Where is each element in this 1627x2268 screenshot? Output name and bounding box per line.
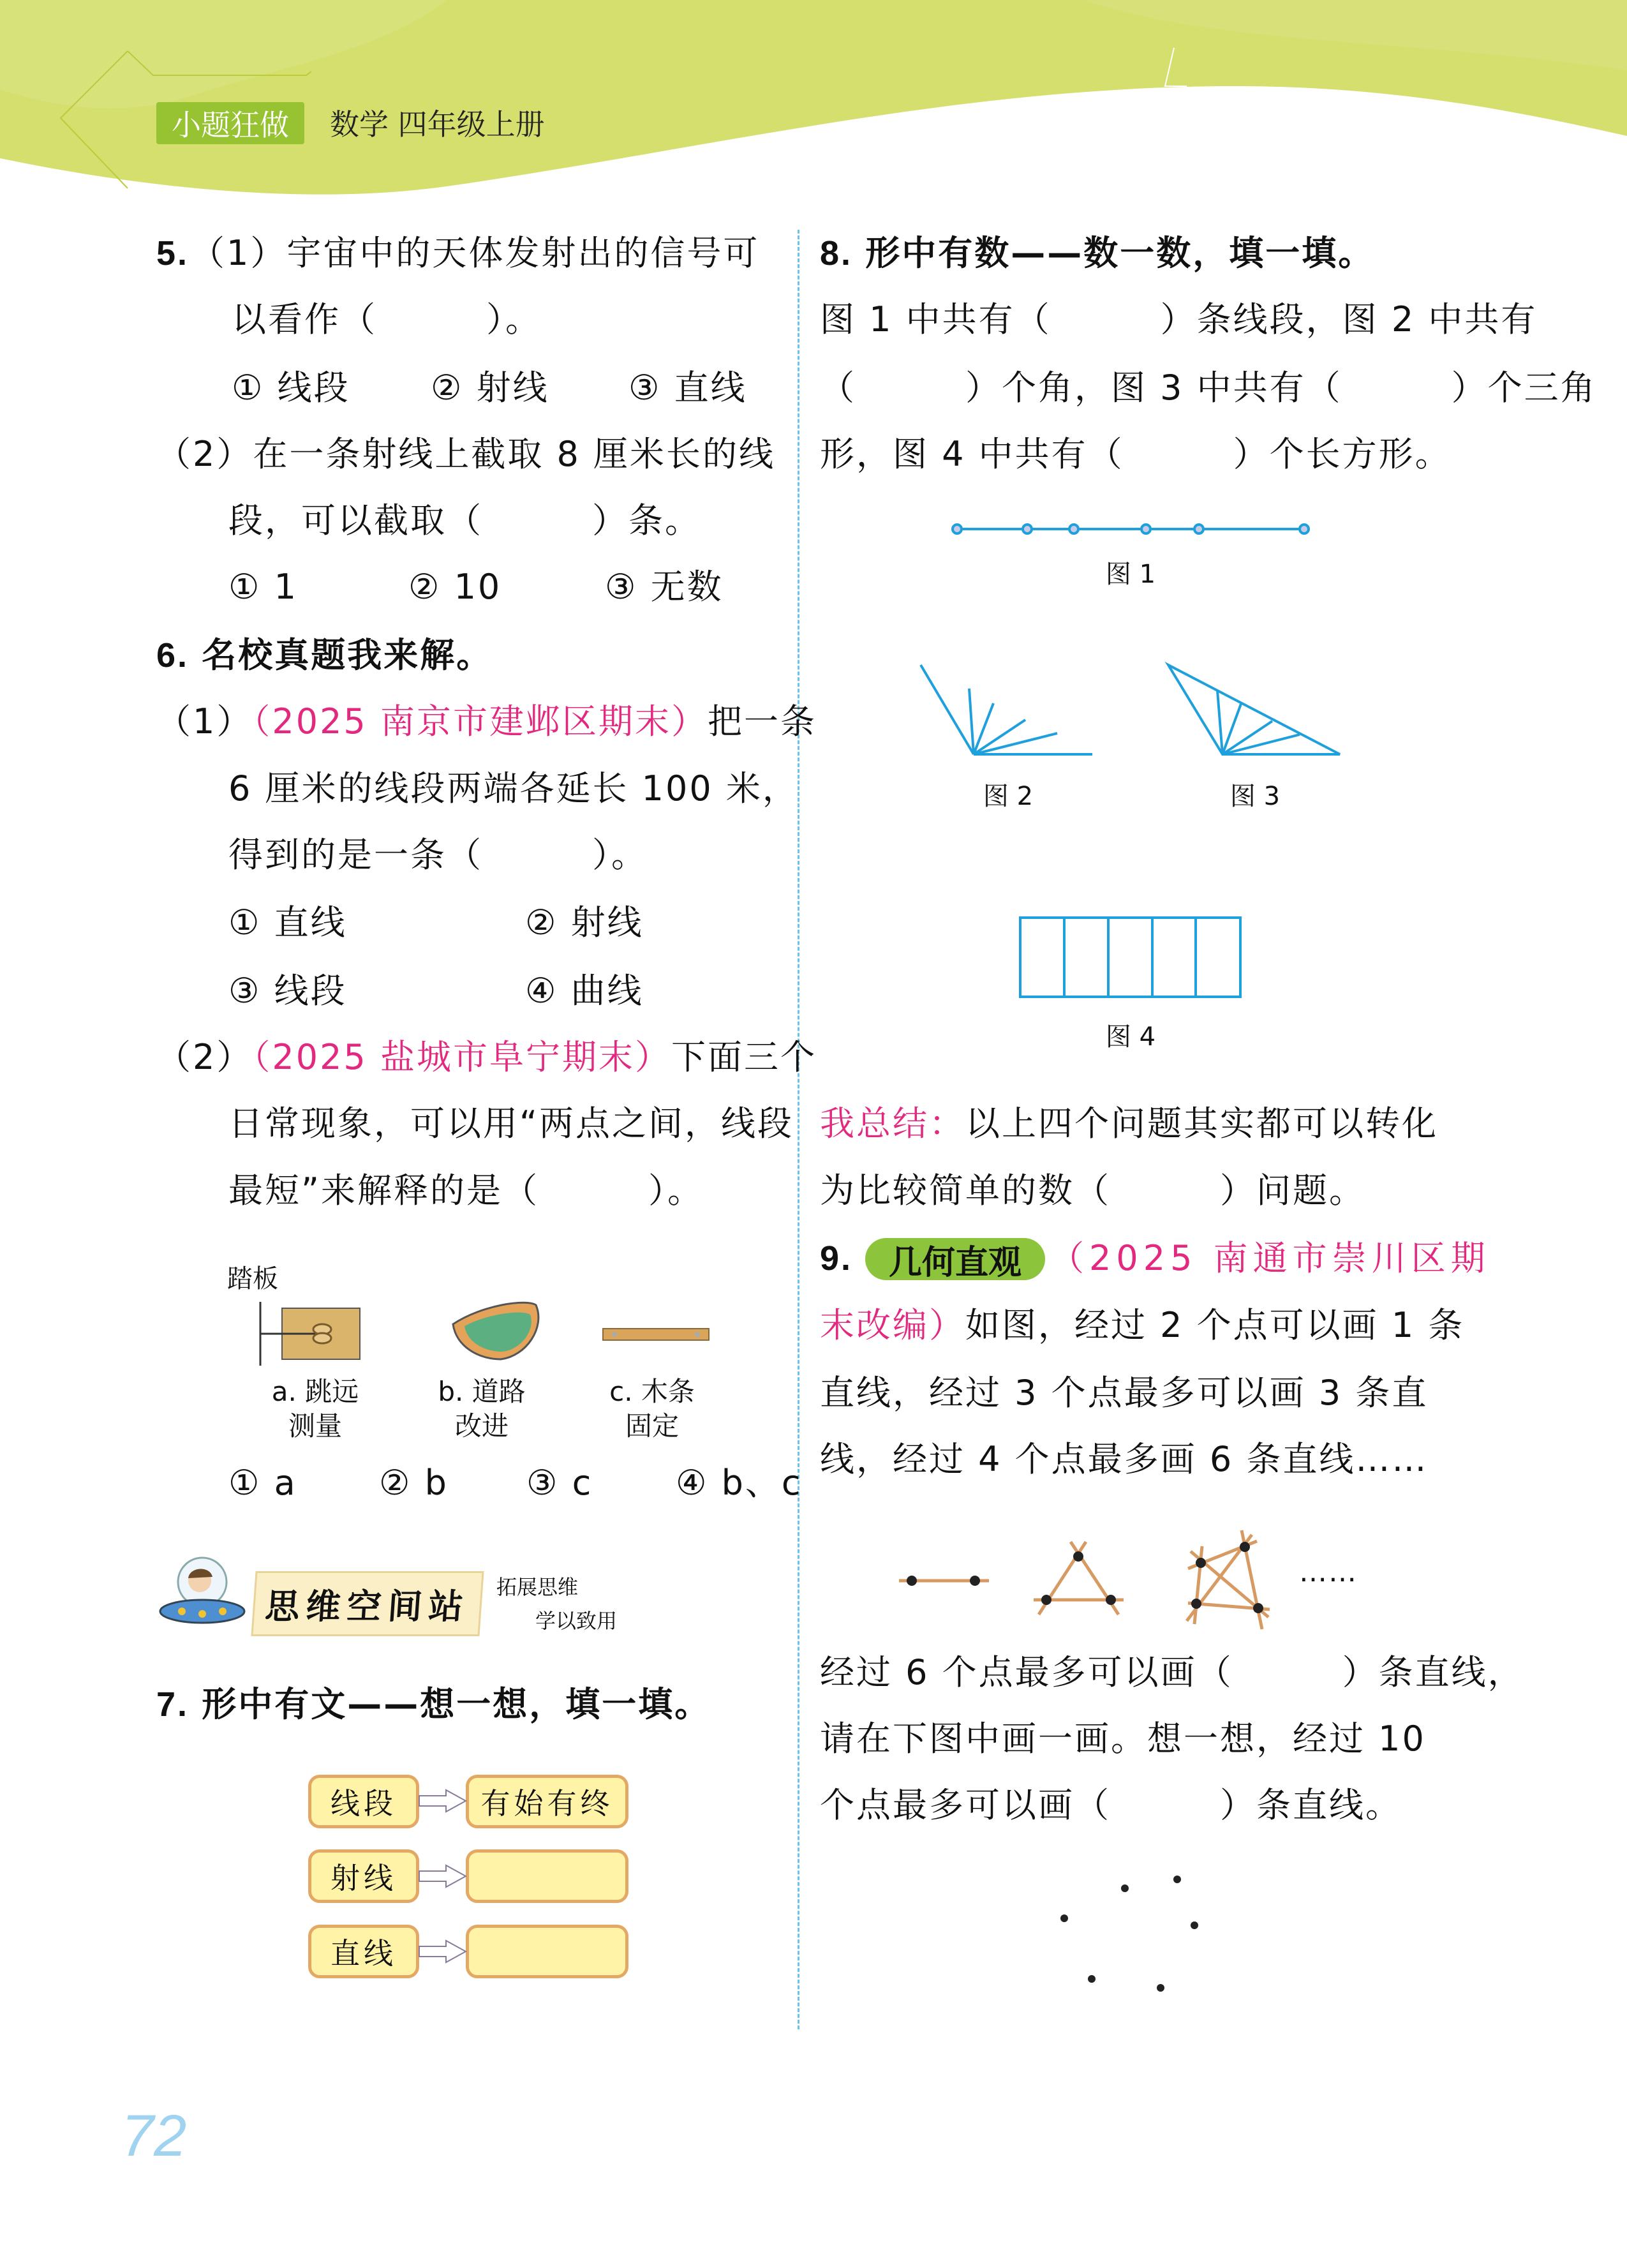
- picture-c-line1: c. 木条: [609, 1376, 695, 1407]
- q5-p2-line2: 段，可以截取（ ）条。: [228, 500, 701, 541]
- geometric-intuition-badge: 几何直观: [865, 1238, 1045, 1280]
- q6-p2-prefix: （2）: [156, 1037, 253, 1077]
- q6-p1-option-3: ③ 线段: [228, 971, 347, 1011]
- point: [1191, 1921, 1198, 1929]
- q6-p1-option-1: ① 直线: [228, 902, 347, 943]
- q8-line3: 形，图 4 中共有（ ）个长方形。: [820, 434, 1452, 474]
- q9-number: 9.: [820, 1239, 853, 1278]
- banner-sub1: 拓展思维: [496, 1575, 579, 1599]
- picture-b-line2: 改进: [454, 1410, 509, 1442]
- point: [1060, 1914, 1068, 1922]
- picture-c-line2: 固定: [625, 1410, 680, 1442]
- page-number: 72: [121, 2103, 187, 2168]
- term-box-line: 直线: [308, 1925, 419, 1978]
- q6-p1-line2: 6 厘米的线段两端各延长 100 米，: [228, 768, 799, 809]
- q8-summary-line2: 为比较简单的数（ ）问题。: [820, 1170, 1365, 1211]
- summary-label: 我总结：: [820, 1103, 965, 1144]
- point: [1253, 1603, 1263, 1613]
- q7-number: 7.: [156, 1685, 189, 1724]
- q6-p1-text: 把一条: [707, 701, 817, 742]
- q6-title: 名校真题我来解。: [202, 635, 493, 675]
- banner-sub2: 学以致用: [535, 1609, 618, 1633]
- q6-p1-source: （2025 南京市建邺区期末）: [253, 701, 708, 742]
- q6-p2-line3: 最短”来解释的是（ ）。: [228, 1170, 704, 1211]
- q7-title: 形中有文——想一想，填一填。: [202, 1684, 711, 1724]
- q5-number: 5.: [156, 234, 189, 272]
- picture-a-line1: a. 跳远: [271, 1376, 359, 1407]
- q8-title: 形中有数——数一数，填一填。: [865, 233, 1375, 273]
- point: [1121, 1884, 1129, 1892]
- q6-p2-option-1: ① a: [228, 1463, 297, 1503]
- q9-line5: 经过 6 个点最多可以画（ ）条直线，: [820, 1652, 1524, 1692]
- q5-p1-line2: 以看作（ ）。: [232, 299, 542, 339]
- figure-4-label: 图 4: [1105, 1022, 1156, 1052]
- term-box-segment: 线段: [308, 1775, 419, 1828]
- figure-2-label: 图 2: [983, 782, 1034, 811]
- q9-source-part2: 末改编）: [820, 1305, 965, 1345]
- point: [1191, 1599, 1201, 1609]
- q6-p1-line3: 得到的是一条（ ）。: [228, 835, 648, 875]
- point: [1041, 1595, 1051, 1605]
- point: [1157, 1984, 1164, 1992]
- q9-line6: 请在下图中画一画。想一想，经过 10: [820, 1719, 1426, 1759]
- six-points-drawing-area: [1060, 1876, 1198, 1992]
- q6-p2-text: 下面三个: [671, 1037, 817, 1077]
- q6-p2-option-2: ② b: [379, 1463, 449, 1503]
- term-box-ray: 射线: [308, 1849, 419, 1903]
- q8-number: 8.: [820, 234, 853, 272]
- subject-title: 数学 四年级上册: [330, 107, 545, 142]
- four-points-figure: [1187, 1530, 1270, 1629]
- desc-box-segment: 有始有终: [466, 1775, 628, 1828]
- summary-text: 以上四个问题其实都可以转化: [965, 1103, 1438, 1144]
- q5-p1-line1: （1）宇宙中的天体发射出的信号可: [190, 233, 760, 273]
- q5-p1-option-1: ① 线段: [232, 368, 350, 408]
- point: [1088, 1975, 1096, 1983]
- q6-p2-option-3: ③ c: [526, 1463, 593, 1503]
- q5-p2-option-1: ① 1: [228, 567, 298, 607]
- picture-b-line1: b. 道路: [438, 1376, 526, 1407]
- q6-p2-line2: 日常现象，可以用“两点之间，线段: [228, 1103, 794, 1144]
- q9-line2-text: 如图，经过 2 个点可以画 1 条: [965, 1305, 1465, 1345]
- q9-ellipsis: ……: [1299, 1556, 1358, 1588]
- pedal-label: 踏板: [227, 1264, 278, 1294]
- point: [1106, 1595, 1116, 1605]
- q5-p2-option-2: ② 10: [408, 567, 502, 607]
- figure-1-label: 图 1: [1105, 560, 1156, 589]
- q5-p1-option-3: ③ 直线: [628, 368, 747, 408]
- q8-line1: 图 1 中共有（ ）条线段，图 2 中共有: [820, 299, 1538, 339]
- q5-p1-option-2: ② 射线: [431, 368, 549, 408]
- q8-line2: （ ）个角，图 3 中共有（ ）个三角: [820, 368, 1597, 408]
- q9-source-part1: （2025 南通市崇川区期: [1050, 1238, 1490, 1278]
- q9-line7: 个点最多可以画（ ）条直线。: [820, 1785, 1402, 1825]
- q6-p1-option-4: ④ 曲线: [525, 971, 644, 1011]
- q6-number: 6.: [156, 636, 189, 675]
- figure-3-label: 图 3: [1230, 782, 1281, 811]
- point: [907, 1576, 917, 1586]
- point: [1240, 1542, 1250, 1552]
- q6-p2-option-4: ④ b、c: [676, 1463, 803, 1503]
- point: [1196, 1558, 1206, 1568]
- q9-line4: 线，经过 4 个点最多画 6 条直线……: [820, 1439, 1429, 1479]
- point: [1073, 1551, 1083, 1562]
- point: [1173, 1876, 1181, 1883]
- q5-p2-option-3: ③ 无数: [605, 567, 724, 607]
- q6-p1-option-2: ② 射线: [525, 902, 644, 943]
- thinking-station-banner: 思维空间站: [251, 1571, 484, 1636]
- point: [970, 1576, 980, 1586]
- picture-a-line2: 测量: [288, 1410, 343, 1442]
- q9-line3: 直线，经过 3 个点最多可以画 3 条直: [820, 1373, 1429, 1413]
- series-badge: 小题狂做: [156, 102, 304, 144]
- q6-p2-source: （2025 盐城市阜宁期末）: [253, 1037, 671, 1077]
- q6-p1-prefix: （1）: [156, 701, 253, 742]
- q5-p2-line1: （2）在一条射线上截取 8 厘米长的线: [156, 434, 776, 474]
